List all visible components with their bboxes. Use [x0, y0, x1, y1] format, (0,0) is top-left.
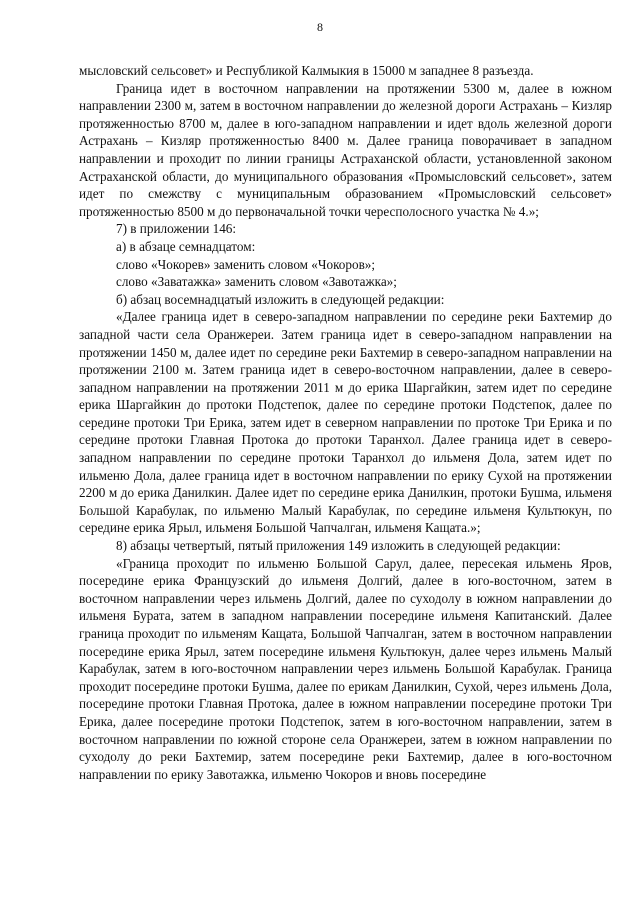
list-item: 7) в приложении 146: — [116, 221, 237, 237]
list-item: 8) абзацы четвертый, пятый приложения 149 изложить в следующей редакции: — [116, 538, 561, 554]
paragraph: Граница идет в восточном направлении на протяжении 5300 м, далее в южном направлении 2300 м, затем в восточном направлении до железной дороги Астрахань – Кизляр протяженностью 8700 м, далее в юго-западном направлении и идет вдоль железной дороги Астрахань – Кизляр протяженностью 8400 м. Далее граница поворачивает в западном направлении и проходит по линии границы Астраханской области, установленной законом Астраханской области, до муниципального образования «Промысловский сельсовет», затем идет по смежству с муниципальным образованием «Промысловский сельсовет» протяженностью 8500 м до первоначальной точки чересполосного участка № 4.»; — [79, 80, 612, 219]
page-number: 8 — [317, 20, 323, 34]
document-body — [79, 62, 612, 783]
list-item: б) абзац восемнадцатый изложить в следующей редакции: — [116, 291, 445, 307]
list-item: а) в абзаце семнадцатом: — [116, 238, 256, 254]
quoted-paragraph: «Далее граница идет в северо-западном направлении по середине реки Бахтемир до западной части села Оранжереи. Затем граница идет в северо-западном направлении на протяжении 1450 м, далее идет по середине реки Бахтемир в северо-западном направлении на протяжении 2100 м. Затем граница идет в северо-восточном направлении, далее в северо-западном направлении на протяжении 2011 м до ерика Шаргайкин, затем идет по середине ерика Шаргайкин до протоки Подстепок, далее по середине протоки Подстепок, далее по середине протоки Три Ерика, затем идет в северном направлении по протоке Три Ерика и по середине протоки Главная Протока до протоки Таранхол. Далее граница идет в северо-западном направлении по середине протоки Таранхол до ильменя Дола, затем идет по ильменю Дола, далее граница идет в восточном направлении по ерику Сухой на протяжении 2200 м до ерика Данилкин. Далее идет по середине ерика Данилкин, протоки Бушма, ильменя Большой Карабулак, по ильменю Малый Карабулак, по середине ильменя Культюкун, по середине ерика Ярыл, ильменя Большой Чапчалган, ильменя Кащата.»; — [79, 309, 612, 536]
list-item: слово «Чокорев» заменить словом «Чокоров»; — [116, 256, 376, 272]
list-item: слово «Заватажка» заменить словом «Завотажка»; — [116, 274, 397, 290]
quoted-paragraph: «Граница проходит по ильменю Большой Сарул, далее, пересекая ильмень Яров, посередине ерика Французский до ильменя Долгий, далее в юго-восточном, затем в восточном направлении через ильмень Долгий, далее по суходолу в южном направлении до ильменя Бурата, затем в западном направлении посередине ильменя Капитанский. Далее граница проходит по ильменям Кащата, Большой Чапчалган, затем в восточном направлении посередине ерика Ярыл, затем посередине ильменя Культюкун, далее через ильмень Малый Карабулак, затем в юго-восточном направлении через ильмень Большой Карабулак. Граница проходит посередине протоки Бушма, далее по ерикам Данилкин, Сухой, через ильмень Дола, посередине протоки Главная Протока, далее в южном направлении посередине протоки Три Ерика, далее посередине протоки Подстепок, затем в юго-восточном направлении, затем в восточном направлении по южной стороне села Оранжереи, затем в южном направлении по суходолу до реки Бахтемир, затем посередине реки Бахтемир, далее в юго-восточном направлении по ерику Завотажка, ильменю Чокоров и вновь посередине — [79, 555, 612, 782]
paragraph: мысловский сельсовет» и Республикой Калмыкия в 15000 м западнее 8 разъезда. — [79, 63, 534, 78]
